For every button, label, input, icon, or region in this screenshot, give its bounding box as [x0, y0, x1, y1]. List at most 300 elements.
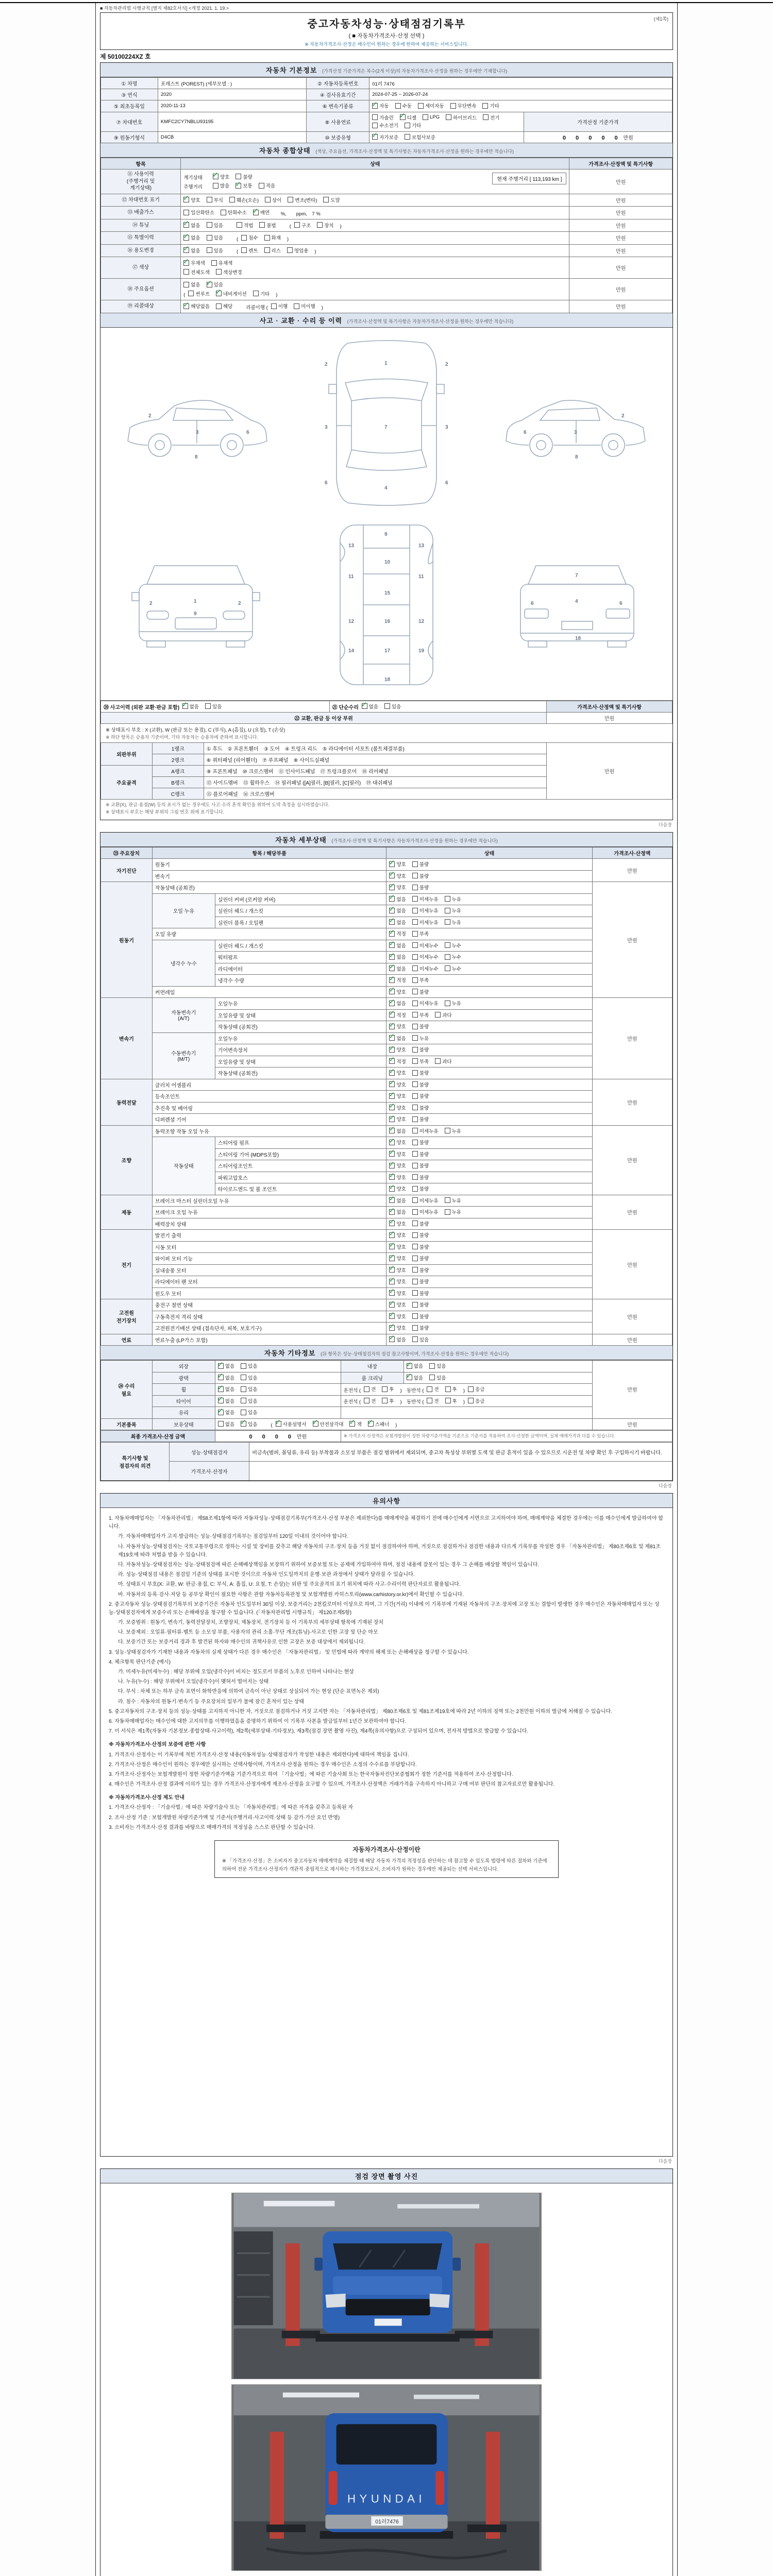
checkbox-이행[interactable]: 이행: [271, 302, 292, 310]
checkbox-불량[interactable]: 불량: [412, 1255, 433, 1262]
overall-item-price: 만원: [569, 279, 673, 300]
detail-item: 작동상태 (공회전): [215, 1021, 386, 1033]
etc-label: 보유상태: [152, 1418, 215, 1430]
checkbox-없음[interactable]: ✓ 없음: [218, 1385, 239, 1393]
checkbox-양호[interactable]: ✓ 양호: [389, 1081, 410, 1088]
checkbox-부족[interactable]: 부족: [412, 1011, 433, 1019]
checkbox-불량[interactable]: 불량: [412, 1290, 433, 1297]
checkbox-색상변경[interactable]: 색상변경: [216, 268, 246, 276]
checkbox-사용설명서[interactable]: ✓ 사용설명서: [276, 1420, 311, 1428]
checkbox-없음[interactable]: ✓ 없음: [389, 1197, 410, 1204]
checkbox-하이브리드[interactable]: 하이브리드: [446, 114, 481, 121]
detail-status: [386, 1091, 592, 1103]
checkbox-적정[interactable]: ✓ 적정: [389, 930, 410, 937]
etc-status: [215, 1418, 592, 1430]
checkbox-있음[interactable]: 있음: [241, 1374, 261, 1381]
checkbox-불량[interactable]: 불량: [412, 1313, 433, 1320]
overall-item-price: 만원: [569, 219, 673, 232]
checkbox-불량[interactable]: 불량: [412, 1266, 433, 1274]
checkbox-미세누유[interactable]: 미세누유: [412, 1208, 443, 1215]
checkbox-후[interactable]: 후: [445, 1385, 461, 1393]
checkbox-양호[interactable]: ✓ 양호: [389, 1150, 410, 1158]
checkbox-훼손(오손)[interactable]: 훼손(오손): [229, 196, 263, 204]
checkbox-없음[interactable]: ✓ 없음: [218, 1374, 239, 1381]
checkbox-잭[interactable]: ✓ 잭: [349, 1420, 365, 1428]
svg-text:19: 19: [418, 648, 425, 654]
checkbox-자동[interactable]: ✓ 자동: [372, 102, 393, 109]
checkbox-불량[interactable]: 불량: [412, 1092, 433, 1099]
checkbox-없음[interactable]: ✓ 없음: [182, 703, 203, 710]
checkbox-없음[interactable]: ✓ 없음: [389, 942, 410, 949]
note-item: 5. 중고자동차의 구조·장치 등의 성능·상태를 고지하지 아니한 자, 거짓으로 점검하거나 거짓 고지한 자는 「자동차관리법」 제80조제6호 및 제81조제19호에 따라 2년 이하의 징역 또는 2천만원 이하의 벌금에 처해질 수 있습니다.: [109, 1708, 613, 1715]
checkbox-양호[interactable]: ✓ 양호: [389, 988, 410, 995]
inline-text: ): [395, 1422, 397, 1428]
checkbox-전[interactable]: 전: [427, 1385, 443, 1393]
svg-text:17: 17: [384, 648, 391, 654]
basic-label: ③ 연식: [101, 89, 158, 100]
checkbox-있음[interactable]: ✓ 있음: [207, 281, 227, 288]
svg-text:9: 9: [384, 531, 388, 537]
checkbox-없음[interactable]: ✓ 없음: [183, 222, 204, 229]
detail-item: 실린더 헤드 / 개스킷: [215, 905, 386, 917]
checkbox-불량[interactable]: 불량: [412, 1081, 433, 1088]
detail-status: [386, 1264, 592, 1276]
detail-status: [386, 1009, 592, 1021]
detail-item: 오일누유: [215, 998, 386, 1010]
basic-label: ⑦ 차대번호: [101, 112, 158, 131]
checkbox-양호[interactable]: ✓ 양호: [389, 1162, 410, 1169]
checkbox-누수[interactable]: 누수: [445, 953, 465, 960]
checkbox-불법[interactable]: 불법: [259, 222, 280, 229]
checkbox-양호[interactable]: ✓ 양호: [389, 1220, 410, 1227]
checkbox-미세누수[interactable]: 미세누수: [412, 953, 443, 960]
checkbox-상이[interactable]: 상이: [265, 196, 285, 204]
checkbox-양호[interactable]: ✓ 양호: [389, 1139, 410, 1146]
overall-item-label: ⑮ 특별이력: [101, 232, 181, 245]
checkbox-누유[interactable]: 누유: [412, 1035, 433, 1042]
checkbox-양호[interactable]: ✓ 양호: [183, 196, 204, 204]
checkbox-없음[interactable]: ✓ 없음: [389, 1127, 410, 1134]
svg-text:2: 2: [238, 600, 241, 606]
checkbox-있음[interactable]: 있음: [429, 1374, 450, 1381]
checkbox-미세누유[interactable]: 미세누유: [412, 919, 443, 926]
svg-text:16: 16: [384, 618, 391, 624]
note-item: 2. 중고자동차 성능·상태점검기록부의 보증기간은 자동차 인도일부터 30일 이상, 보증거리는 2천킬로미터 이상으로 하며, 그 기간(거리) 이내에 이 기록부에 기재된 자동차의 구조·장치에 고장 또는 결함이 발생한 경우 매수인은 자동차매매업자 또는 성능·상태점검자에게 보증수리 또는 손해배상을 청구할 수 있습니다. (「자동차관리법 시행규칙」 제120조제5항): [109, 1601, 660, 1616]
checkbox-있음[interactable]: 있음: [241, 1397, 261, 1404]
overall-item-status: [181, 207, 569, 219]
photos-band: [100, 2169, 673, 2183]
svg-text:2: 2: [148, 413, 152, 419]
note-item: 1. 가격조사·산정자는 이 기록부에 적힌 가격조사·산정 내용(자동차성능·상태점검자가 작성한 내용은 제외한다)에 대하여 책임을 집니다.: [109, 1752, 409, 1758]
final-price-table: [100, 1430, 673, 1442]
checkbox-누유[interactable]: 누유: [445, 907, 465, 914]
basic-label: ⑤ 최초등록일: [101, 100, 158, 112]
photo-brand-text: HYUNDAI: [347, 2492, 426, 2505]
checkbox-부족[interactable]: 부족: [412, 930, 433, 937]
basic-value: [158, 131, 306, 143]
detail-header: 가격조사·산정액: [592, 848, 672, 859]
detail-item: 워터펌프: [215, 952, 386, 963]
checkbox-영업용[interactable]: 영업용: [287, 247, 313, 254]
checkbox-미세누유[interactable]: 미세누유: [412, 895, 443, 903]
detail-item: 기어변속장치: [215, 1044, 386, 1056]
note-item: 나. 자동차성능·상태점검자는 국토교통부령으로 정하는 시설 및 장비를 갖추고 해당 자동차의 구조·장치 등을 거짓 없이 점검하여야 하며, 거짓으로 점검하거나 점검한 내용과 다르게 기록부를 작성한 경우 「자동차관리법」 제80조제6호 및 제81조제19호에 따라 처벌을 받을 수 있습니다.: [118, 1544, 661, 1558]
checkbox-미세누수[interactable]: 미세누수: [412, 965, 443, 972]
checkbox-수동[interactable]: 수동: [395, 102, 416, 109]
form-reference: ■ 자동차관리법 시행규칙 [별지 제82호서식] <개정 2021. 1. 19.>: [100, 6, 229, 11]
checkbox-양호[interactable]: ✓ 양호: [389, 1115, 410, 1123]
detail-subgroup: 오일 누유: [152, 893, 215, 928]
exchange-label: ㉒ 교환, 판금 등 이상 부위: [101, 713, 547, 724]
checkbox-누유[interactable]: 누유: [445, 895, 465, 903]
checkbox-없음[interactable]: ✓ 없음: [218, 1409, 239, 1416]
inspection-photo-rear: [231, 2384, 542, 2571]
checkbox-부족[interactable]: 부족: [412, 1058, 433, 1065]
checkbox-전[interactable]: 전: [364, 1385, 380, 1393]
checkbox-변조(변타)[interactable]: 변조(변타): [288, 196, 321, 204]
basic-label: ⑧ 사용연료: [307, 112, 369, 131]
checkbox-유채색[interactable]: 유채색: [211, 259, 237, 266]
checkbox-없음[interactable]: ✓ 없음: [389, 1208, 410, 1215]
checkbox-없음[interactable]: ✓ 없음: [389, 907, 410, 914]
checkbox-있음[interactable]: 있음: [384, 703, 405, 710]
checkbox-있음[interactable]: 있음: [429, 1362, 450, 1369]
etc-label: 룸 크리닝: [341, 1372, 404, 1384]
checkbox-렌트[interactable]: 렌트: [241, 247, 262, 254]
detail-item: 오일 유량: [152, 928, 386, 940]
checkbox-누유[interactable]: 누유: [445, 1208, 465, 1215]
svg-text:3: 3: [574, 429, 577, 435]
detail-status: [386, 1287, 592, 1299]
checkbox-수소전기[interactable]: 수소전기: [372, 122, 402, 129]
overall-item-status: [181, 279, 569, 300]
checkbox-누유[interactable]: 누유: [445, 999, 465, 1007]
checkbox-양호[interactable]: ✓ 양호: [389, 860, 410, 868]
checkbox-해당없음[interactable]: ✓ 해당없음: [183, 302, 214, 310]
checkbox-양호[interactable]: ✓ 양호: [389, 1069, 410, 1076]
checkbox-적정[interactable]: ✓ 적정: [389, 1011, 410, 1019]
checkbox-있음[interactable]: 있음: [207, 247, 227, 254]
detail-status: [386, 952, 592, 963]
checkbox-없음[interactable]: ✓ 없음: [389, 919, 410, 926]
checkbox-후[interactable]: 후: [445, 1397, 461, 1404]
etc-status: [215, 1395, 341, 1407]
checkbox-화재[interactable]: 화재: [264, 234, 285, 241]
checkbox-양호[interactable]: ✓ 양호: [389, 884, 410, 891]
checkbox-일산화탄소[interactable]: 일산화탄소: [183, 209, 219, 216]
checkbox-불량[interactable]: 불량: [412, 1278, 433, 1285]
checkbox-없음[interactable]: ✓ 없음: [389, 1035, 410, 1042]
detail-item: 실린더 커버 (로커암 커버): [215, 893, 386, 905]
checkbox-미세누유[interactable]: 미세누유: [412, 1197, 443, 1204]
detail-note: (가격조사·산정액 및 특기사항은 자동차가격조사·산정을 원하는 경우에만 적습니다): [331, 838, 498, 843]
checkbox-후[interactable]: 후: [382, 1397, 398, 1404]
etc-info-table: [100, 1360, 673, 1430]
checkbox-응급[interactable]: 응급: [468, 1397, 489, 1404]
detail-price: 만원: [592, 1079, 672, 1125]
checkbox-구조[interactable]: 구조: [294, 222, 315, 229]
inline-text: 2024-07-25 ~ 2026-07-24: [372, 92, 428, 97]
svg-text:01러7476: 01러7476: [375, 2518, 399, 2525]
checkbox-미세누수[interactable]: 미세누수: [412, 942, 443, 949]
checkbox-불량[interactable]: 불량: [412, 1243, 433, 1250]
checkbox-탄화수소[interactable]: 탄화수소: [221, 209, 251, 216]
checkbox-양호[interactable]: ✓ 양호: [389, 1185, 410, 1192]
checkbox-기타[interactable]: 기타: [405, 122, 425, 129]
checkbox-불량[interactable]: 불량: [412, 860, 433, 868]
state-code-legend: ※ 상태표시 부호 : X (교환), W (판금 또는 용접), C (부식), A (흠집), U (요철), T (손상): [106, 727, 285, 733]
basic-info-note: (가격산정 기준가격은 복수(2개 이상)의 자동차가격조사·산정을 원하는 경우에만 기재합니다): [322, 69, 508, 74]
overall-header: 항목: [101, 158, 181, 170]
etc-status: [341, 1395, 592, 1407]
checkbox-없음[interactable]: ✓ 없음: [389, 999, 410, 1007]
opinion-group-label: 특기사항 및 점검자의 의견: [101, 1443, 170, 1481]
checkbox-있음[interactable]: 있음: [241, 1385, 261, 1393]
checkbox-전[interactable]: 전: [364, 1397, 380, 1404]
note-item: 2. 조사·산정 기준 : 보험개발원 차량기준가액 및 기준서(주행거리·사고이력·상태 등 감가·가산 요인 반영): [109, 1815, 340, 1821]
note-item: 다. 보증기간 또는 보증거리 경과 후 발견된 하자와 매수인의 귀책사유로 인한 고장은 보증 대상에서 제외됩니다.: [118, 1639, 365, 1646]
basic-label: ⑩ 보증유형: [307, 131, 369, 143]
checkbox-양호[interactable]: ✓ 양호: [389, 1255, 410, 1262]
checkbox-없음[interactable]: 없음: [183, 281, 204, 288]
checkbox-보통[interactable]: ✓ 보통: [236, 182, 256, 189]
page-title: 중고자동차성능·상태점검기록부: [307, 19, 466, 30]
checkbox-과다[interactable]: 과다: [435, 1011, 456, 1019]
checkbox-없음[interactable]: ✓ 없음: [389, 1336, 410, 1343]
basic-value: [369, 100, 673, 112]
overall-item-price: 만원: [569, 194, 673, 207]
etc-group: 기본품목: [101, 1418, 153, 1430]
checkbox-있음[interactable]: 있음: [241, 1362, 261, 1369]
panel-rank-table: [100, 742, 673, 800]
note-item: 4. 체크항목 판단기준 (예시): [109, 1659, 171, 1665]
next-page-link-2[interactable]: 다음장: [658, 1483, 672, 1488]
checkbox-불량[interactable]: 불량: [412, 1174, 433, 1181]
checkbox-적법[interactable]: 적법: [237, 222, 257, 229]
checkbox-해당[interactable]: 해당: [216, 302, 237, 310]
checkbox-있음[interactable]: 있음: [207, 222, 227, 229]
checkbox-양호[interactable]: ✓ 양호: [389, 1278, 410, 1285]
rank-items: ① 후드 ② 프론트휀더 ③ 도어 ④ 트렁크 리드 ⑤ 라디에이터 서포트 (볼트체결부품): [204, 743, 546, 754]
etc-label: 유리: [152, 1407, 215, 1419]
checkbox-스패너[interactable]: ✓ 스패너: [368, 1420, 394, 1428]
checkbox-불량[interactable]: 불량: [412, 1115, 433, 1123]
checkbox-불량[interactable]: 불량: [412, 884, 433, 891]
checkbox-전기[interactable]: 전기: [483, 114, 503, 121]
checkbox-가솔린[interactable]: 가솔린: [372, 114, 398, 121]
checkbox-기타[interactable]: 기타: [253, 290, 274, 297]
checkbox-세미자동[interactable]: 세미자동: [418, 102, 448, 109]
checkbox-없음[interactable]: ✓ 없음: [362, 703, 382, 710]
checkbox-장치[interactable]: 장치: [317, 222, 338, 229]
basic-value: [158, 89, 306, 100]
checkbox-양호[interactable]: ✓ 양호: [389, 1266, 410, 1274]
accident-price: 만원: [547, 713, 673, 724]
checkbox-불량[interactable]: 불량: [412, 1023, 433, 1030]
checkbox-불량[interactable]: 불량: [412, 1324, 433, 1331]
checkbox-전[interactable]: 전: [427, 1397, 443, 1404]
checkbox-적음[interactable]: 적음: [259, 182, 279, 189]
checkbox-불량[interactable]: 불량: [412, 872, 433, 879]
svg-text:13: 13: [418, 543, 425, 549]
checkbox-양호[interactable]: ✓ 양호: [389, 1313, 410, 1320]
detail-status: [386, 1114, 592, 1126]
checkbox-안전삼각대[interactable]: ✓ 안전삼각대: [313, 1420, 348, 1428]
checkbox-없음[interactable]: ✓ 없음: [183, 247, 204, 254]
inline-text: 계기상태: [183, 175, 203, 181]
checkbox-무채색[interactable]: ✓ 무채색: [183, 259, 209, 266]
detail-group: 연료: [101, 1334, 153, 1346]
rank-name: 1랭크: [152, 743, 204, 754]
checkbox-있음[interactable]: 있음: [412, 1336, 433, 1343]
checkbox-미세누유[interactable]: 미세누유: [412, 1127, 443, 1134]
overall-item-label: ⑬ 배출가스: [101, 207, 181, 219]
checkbox-기타[interactable]: 기타: [482, 102, 503, 109]
detail-group: 자기진단: [101, 859, 153, 882]
checkbox-불량[interactable]: 불량: [412, 1104, 433, 1111]
checkbox-부족[interactable]: 부족: [412, 976, 433, 984]
detail-group: 원동기: [101, 882, 153, 998]
checkbox-없음[interactable]: ✓ 없음: [389, 895, 410, 903]
inline-text: (: [271, 1422, 273, 1428]
checkbox-디젤[interactable]: ✓ 디젤: [400, 114, 421, 121]
checkbox-불량[interactable]: 불량: [412, 1150, 433, 1158]
checkbox-양호[interactable]: ✓ 양호: [389, 1104, 410, 1111]
checkbox-없음[interactable]: ✓ 없음: [218, 1362, 239, 1369]
checkbox-도말[interactable]: 도말: [323, 196, 344, 204]
checkbox-양호[interactable]: ✓ 양호: [389, 1092, 410, 1099]
document-number: 제 50100224XZ 호: [100, 53, 151, 60]
section-detail-etc: [100, 832, 673, 1481]
checkbox-불량[interactable]: 불량: [412, 1046, 433, 1053]
checkbox-양호[interactable]: ✓ 양호: [389, 1046, 410, 1053]
detail-status: [386, 859, 592, 871]
checkbox-없음[interactable]: ✓ 없음: [183, 234, 204, 241]
detail-price: 만원: [592, 998, 672, 1079]
checkbox-응급[interactable]: 응급: [468, 1385, 489, 1393]
checkbox-리스[interactable]: 리스: [264, 247, 285, 254]
checkbox-네비게이션[interactable]: ✓ 네비게이션: [216, 290, 251, 297]
checkbox-없음[interactable]: ✓ 없음: [389, 965, 410, 972]
checkbox-침수[interactable]: 침수: [241, 234, 262, 241]
checkbox-미이행[interactable]: 미이행: [294, 302, 320, 310]
checkbox-없음[interactable]: ✓ 없음: [218, 1397, 239, 1404]
overall-header: 상태: [181, 158, 569, 170]
inline-text: ): [287, 236, 289, 242]
checkbox-후[interactable]: 후: [382, 1385, 398, 1393]
checkbox-누유[interactable]: 누유: [445, 919, 465, 926]
svg-text:4: 4: [575, 598, 578, 604]
checkbox-전체도색[interactable]: 전체도색: [183, 268, 214, 276]
checkbox-양호[interactable]: ✓ 양호: [389, 1023, 410, 1030]
checkbox-썬루프[interactable]: 썬루프: [188, 290, 214, 297]
detail-item: 스티어링 펌프: [215, 1137, 386, 1149]
checkbox-양호[interactable]: ✓ 양호: [389, 1301, 410, 1308]
checkbox-과다[interactable]: 과다: [435, 1058, 456, 1065]
checkbox-LPG[interactable]: LPG: [423, 114, 444, 120]
checkbox-양호[interactable]: ✓ 양호: [389, 1174, 410, 1181]
etc-band: [100, 1346, 673, 1360]
checkbox-누유[interactable]: 누유: [445, 1127, 465, 1134]
checkbox-미세누유[interactable]: 미세누유: [412, 907, 443, 914]
checkbox-불량[interactable]: 불량: [412, 1162, 433, 1169]
checkbox-많음[interactable]: 많음: [213, 182, 233, 189]
checkbox-없음[interactable]: ✓ 없음: [407, 1374, 427, 1381]
checkbox-있음[interactable]: ✓ 있음: [241, 1420, 261, 1428]
checkbox-자가보증[interactable]: ✓ 자가보증: [372, 133, 402, 141]
checkbox-불량[interactable]: 불량: [412, 1220, 433, 1227]
detail-price: 만원: [592, 1125, 672, 1195]
inline-text: 주행거리: [183, 184, 203, 190]
checkbox-없음[interactable]: 없음: [218, 1420, 239, 1428]
checkbox-양호[interactable]: ✓ 양호: [389, 872, 410, 879]
basic-value: [369, 78, 673, 89]
checkbox-있음[interactable]: 있음: [207, 234, 227, 241]
checkbox-불량[interactable]: 불량: [412, 988, 433, 995]
overall-item-status: [181, 257, 569, 279]
svg-text:13: 13: [348, 543, 355, 549]
checkbox-매연[interactable]: ✓ 매연: [253, 209, 274, 216]
next-page-link-3[interactable]: 다음장: [658, 2159, 672, 2164]
checkbox-양호[interactable]: ✓ 양호: [213, 173, 233, 180]
checkbox-미세누유[interactable]: 미세누유: [412, 999, 443, 1007]
checkbox-무단변속[interactable]: 무단변속: [450, 102, 481, 109]
detail-item: 작동상태 (공회전): [215, 1067, 386, 1079]
photos-title: 점검 장면 촬영 사진: [355, 2173, 418, 2180]
checkbox-있음[interactable]: 있음: [205, 703, 226, 710]
checkbox-양호[interactable]: ✓ 양호: [389, 1324, 410, 1331]
detail-item: 작동상태 (공회전): [152, 882, 386, 894]
checkbox-양호[interactable]: ✓ 양호: [389, 1231, 410, 1239]
checkbox-불량[interactable]: 불량: [236, 173, 256, 180]
checkbox-양호[interactable]: ✓ 양호: [389, 1290, 410, 1297]
checkbox-누유[interactable]: 누유: [445, 1197, 465, 1204]
overall-item-status: [181, 194, 569, 207]
svg-text:11: 11: [418, 573, 424, 580]
checkbox-양호[interactable]: ✓ 양호: [389, 1243, 410, 1250]
checkbox-있음[interactable]: 있음: [241, 1409, 261, 1416]
overall-item-status: [181, 300, 569, 313]
checkbox-부식[interactable]: 부식: [207, 196, 227, 204]
checkbox-불량[interactable]: 불량: [412, 1231, 433, 1239]
checkbox-적정[interactable]: ✓ 적정: [389, 1058, 410, 1065]
inline-text: ): [314, 249, 316, 255]
detail-status: [386, 928, 592, 940]
checkbox-누수[interactable]: 누수: [445, 942, 465, 949]
checkbox-불량[interactable]: 불량: [412, 1301, 433, 1308]
detail-item: 추진축 및 베어링: [152, 1102, 386, 1114]
checkbox-불량[interactable]: 불량: [412, 1139, 433, 1146]
checkbox-불량[interactable]: 불량: [412, 1185, 433, 1192]
checkbox-보험사보증[interactable]: 보험사보증: [405, 133, 440, 141]
detail-status: [386, 1276, 592, 1288]
svg-text:12: 12: [418, 618, 425, 624]
overall-item-status: [181, 232, 569, 245]
checkbox-없음[interactable]: ✓ 없음: [407, 1362, 427, 1369]
overall-item-label: ⑭ 튜닝: [101, 219, 181, 232]
checkbox-누수[interactable]: 누수: [445, 965, 465, 972]
car-damage-diagrams: [100, 328, 673, 701]
checkbox-불량[interactable]: 불량: [412, 1069, 433, 1076]
notes-band: [100, 1494, 673, 1508]
next-page-link-1[interactable]: 다음장: [658, 822, 672, 827]
basic-info-band: [100, 63, 673, 77]
note-item: 가. 미세누유(미세누수) : 해당 부위에 오일(냉각수)이 비치는 정도로서 부품의 노후로 인하여 나타나는 현상: [118, 1669, 354, 1675]
inline-text: KMFC2CY7NBLU93195: [160, 118, 214, 125]
checkbox-적정[interactable]: ✓ 적정: [389, 976, 410, 984]
checkbox-없음[interactable]: ✓ 없음: [389, 953, 410, 960]
overall-item-price: 만원: [569, 232, 673, 245]
